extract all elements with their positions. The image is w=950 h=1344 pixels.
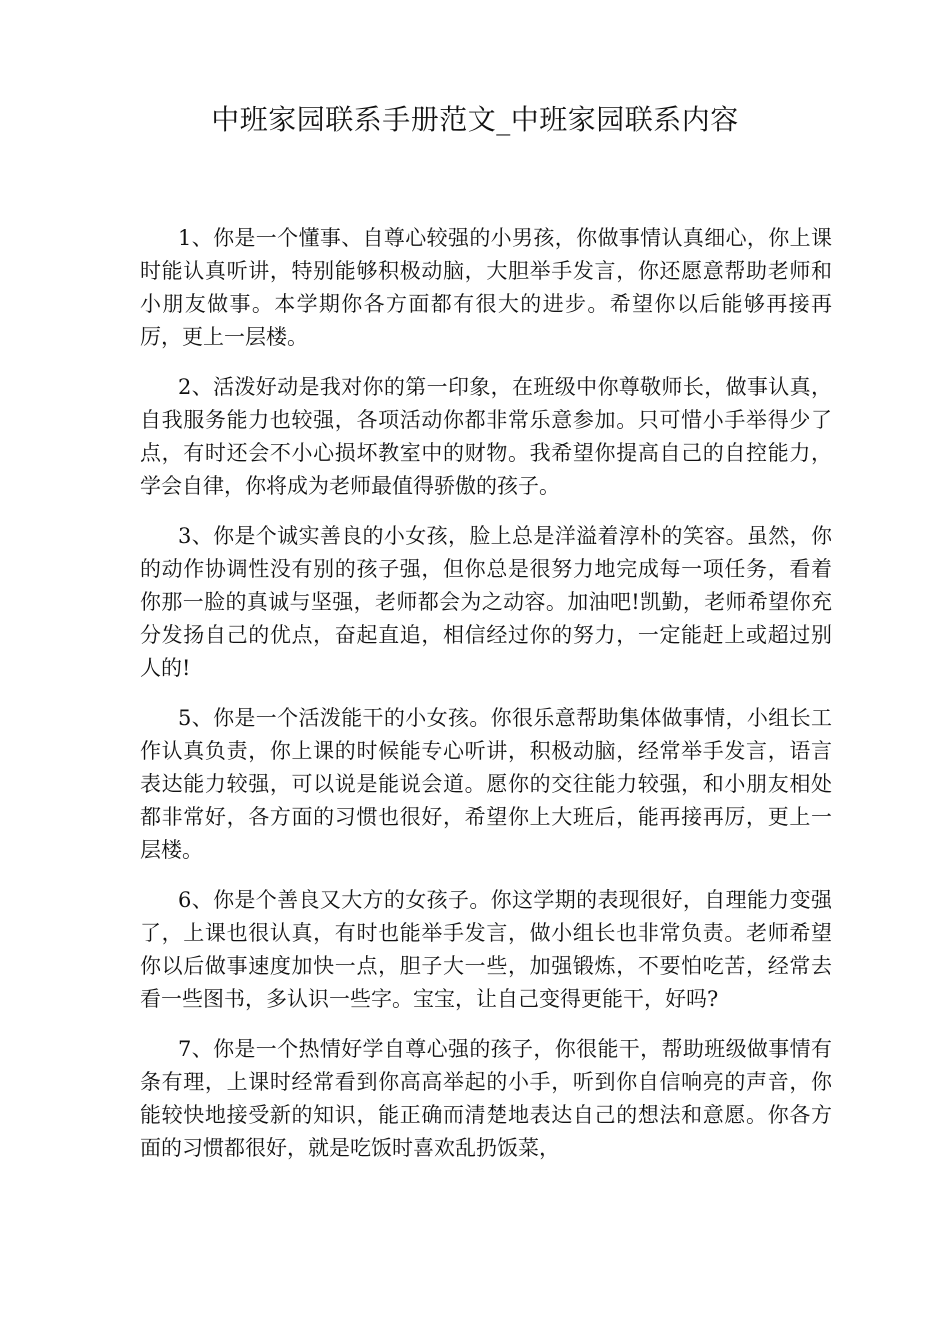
paragraph-2: 2、活泼好动是我对你的第一印象，在班级中你尊敬师长，做事认真，自我服务能力也较强，各项活动你都非常乐意参加。只可惜小手举得少了点，有时还会不小心损坏教室中的财物。我希望你提高自己的自控能力，学会自律，你将成为老师最值得骄傲的孩子。: [140, 375, 832, 498]
paragraph-6: 6、你是个善良又大方的女孩子。你这学期的表现很好，自理能力变强了，上课也很认真，有时也能举手发言，做小组长也非常负责。老师希望你以后做事速度加快一点，胆子大一些，加强锻炼，不要怕吃苦，经常去看一些图书，多认识一些字。宝宝，让自己变得更能干，好吗?: [140, 888, 832, 1011]
paragraph-5: 5、你是一个活泼能干的小女孩。你很乐意帮助集体做事情，小组长工作认真负责，你上课的时候能专心听讲，积极动脑，经常举手发言，语言表达能力较强，可以说是能说会道。愿你的交往能力较强，和小朋友相处都非常好，各方面的习惯也很好，希望你上大班后，能再接再厉，更上一层楼。: [140, 706, 832, 862]
paragraph-1: 1、你是一个懂事、自尊心较强的小男孩，你做事情认真细心，你上课时能认真听讲，特别能够积极动脑，大胆举手发言，你还愿意帮助老师和小朋友做事。本学期你各方面都有很大的进步。希望你以后能够再接再厉，更上一层楼。: [140, 226, 832, 349]
document-body: [140, 222, 832, 1182]
paragraph-3: 3、你是个诚实善良的小女孩，脸上总是洋溢着淳朴的笑容。虽然，你的动作协调性没有别的孩子强，但你总是很努力地完成每一项任务，看着你那一脸的真诚与坚强，老师都会为之动容。加油吧!凯勤，老师希望你充分发扬自己的优点，奋起直追，相信经过你的努力，一定能赶上或超过别人的!: [140, 524, 832, 680]
paragraph-7: 7、你是一个热情好学自尊心强的孩子，你很能干，帮助班级做事情有条有理，上课时经常看到你高高举起的小手，听到你自信响亮的声音，你能较快地接受新的知识，能正确而清楚地表达自己的想法和意愿。你各方面的习惯都很好，就是吃饭时喜欢乱扔饭菜，: [140, 1037, 832, 1160]
page-title: 中班家园联系手册范文_中班家园联系内容: [211, 103, 739, 136]
